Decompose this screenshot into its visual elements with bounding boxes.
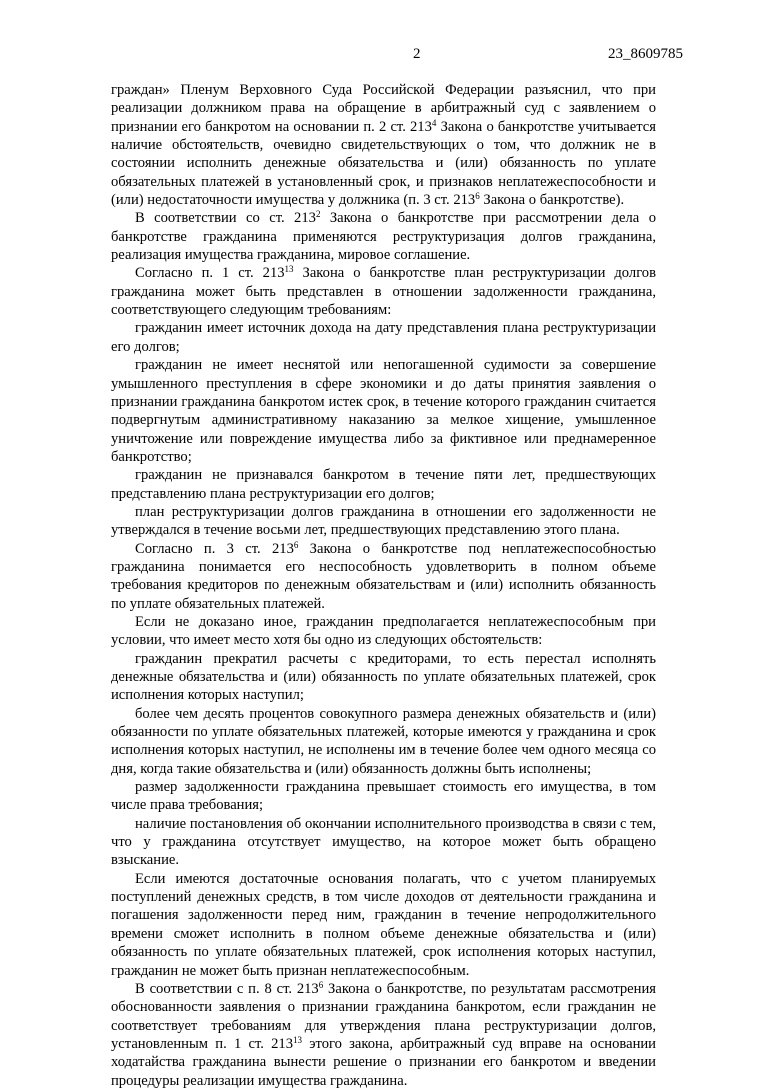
paragraph: Если имеются достаточные основания полагать, что с учетом планируемых поступлений денежных средств, в том числе доходов от деятельности гражданина и погашения задолженности перед ним, гражданин в течение непродолжительного времени сможет исполнить в полном объеме денежные обязательства и (или) обязанность по уплате обязательных платежей, срок исполнения которых наступил, гражданин не может быть признан неплатежеспособным. <box>111 870 656 979</box>
paragraph: В соответствии со ст. $213^2$ Закона о банкротстве при рассмотрении дела о банкротстве гражданина применяются реструктуризация долгов гражданина, реализация имущества гражданина, мировое соглашение. <box>111 209 657 264</box>
paragraph: гражданин имеет источник дохода на дату представления плана реструктуризации его долгов; <box>111 320 656 355</box>
paragraph: граждан» Пленум Верховного Суда Российской Федерации разъяснил, что при реализации должником права на обращение в арбитражный суд с заявлением о признании его банкротом на основании п. 2 ст. $213^4$ Закона о банкротстве учитывается наличие обстоятельств, очевидно свидетельствующих о том, что должник не в состоянии исполнить денежные обязательства и (или) обязанность по уплате обязательных платежей в установленный срок, и признаков неплатежеспособности и (или) недостаточности имущества у должника (п. 3 ст. $213^6$ Закона о банкротстве). <box>111 82 656 209</box>
paragraph: Если не доказано иное, гражданин предполагается неплатежеспособным при условии, что имеет место хотя бы одно из следующих обстоятельств: <box>111 613 656 649</box>
paragraph: гражданин не признавался банкротом в течение пяти лет, предшествующих представлению плана реструктуризации его долгов; <box>111 467 656 502</box>
paragraph: Согласно п. 3 ст. $213^6$ Закона о банкротстве под неплатежеспособностью гражданина понимается его неспособность удовлетворить в полном объеме требования кредиторов по денежным обязательствам и (или) исполнить обязанность по уплате обязательных платежей. <box>111 539 656 612</box>
document-id: 23_8609785 <box>608 46 683 62</box>
paragraph: наличие постановления об окончании исполнительного производства в связи с тем, что у гражданина отсутствует имущество, на которое может быть обращено взыскание. <box>111 815 656 869</box>
paragraph: размер задолженности гражданина превышает стоимость его имущества, в том числе права требования; <box>111 779 656 814</box>
paragraph: В соответствии с п. 8 ст. $213^6$ Закона о банкротстве, по результатам рассмотрения обоснованности заявления о признании гражданина банкротом, если гражданин не соответствует требованиям для утверждения плана реструктуризации долгов, установленным п. 1 ст. $213^{13}$ этого закона, арбитражный суд вправе на основании ходатайства гражданина вынести решение о признании его банкротом и введении процедуры реализации имущества гражданина. <box>111 979 656 1089</box>
paragraph: более чем десять процентов совокупного размера денежных обязательств и (или) обязанности по уплате обязательных платежей, которые имеются у гражданина и срок исполнения которых наступил, не исполнены им в течение более чем одного месяца со дня, когда такие обязательства и (или) обязанность должны быть исполнены; <box>111 705 656 777</box>
page-number: 2 <box>413 46 421 62</box>
paragraph: Согласно п. 1 ст. $213^{13}$ Закона о банкротстве план реструктуризации долгов гражданина может быть представлен в отношении задолженности гражданина, соответствующего следующим требованиям: <box>111 264 656 319</box>
paragraph: гражданин не имеет неснятой или непогашенной судимости за совершение умышленного преступления в сфере экономики и до даты принятия заявления о признании гражданина банкротом истек срок, в течение которого гражданин считается подвергнутым административному наказанию за мелкое хищение, умышленное уничтожение или повреждение имущества либо за фиктивное или преднамеренное банкротство; <box>111 357 656 465</box>
paragraph: гражданин прекратил расчеты с кредиторами, то есть перестал исполнять денежные обязательства и (или) обязанность по уплате обязательных платежей, срок исполнения которых наступил; <box>111 650 656 704</box>
document-body <box>111 81 656 1090</box>
paragraph: план реструктуризации долгов гражданина в отношении его задолженности не утверждался в течение восьми лет, предшествующих представлению этого плана. <box>111 503 656 539</box>
